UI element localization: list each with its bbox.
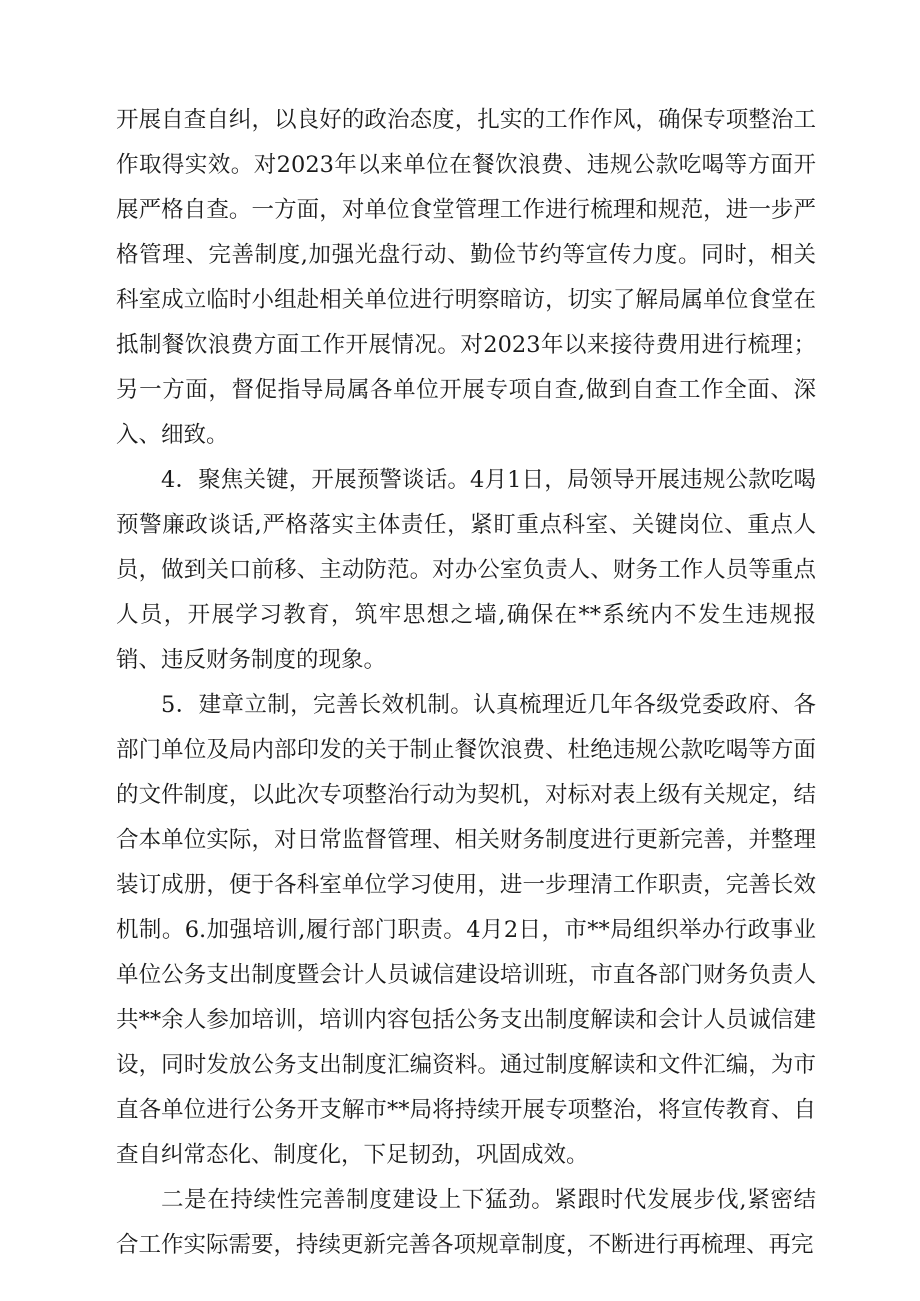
paragraph-long-term-mechanism: 5．建章立制，完善长效机制。认真梳理近几年各级党委政府、各部门单位及局内部印发的关于制止餐饮浪费、杜绝违规公款吃喝等方面的文件制度，以此次专项整治行动为契机，对标对表上级有关规定，结合本单位实际，对日常监督管理、相关财务制度进行更新完善，并整理装订成册，便于各科室单位学习使用，进一步理清工作职责，完善长效机制。6.加强培训,履行部门职责。4月2日，市**局组织举办行政事业单位公务支出制度暨会计人员诚信建设培训班，市直各部门财务负责人共**余人参加培训，培训内容包括公务支出制度解读和会计人员诚信建设，同时发放公务支出制度汇编资料。通过制度解读和文件汇编，为市直各单位进行公务开支解市**局将持续开展专项整治，将宣传教育、自查自纠常态化、制度化，下足韧劲，巩固成效。 [116, 692, 816, 1168]
document-body [116, 98, 816, 1268]
paragraph-self-inspection: 开展自查自纠，以良好的政治态度，扎实的工作作风，确保专项整治工作取得实效。对2023年以来单位在餐饮浪费、违规公款吃喝等方面开展严格自查。一方面，对单位食堂管理工作进行梳理和规范，进一步严格管理、完善制度,加强光盘行动、勤俭节约等宣传力度。同时，相关科室成立临时小组赴相关单位进行明察暗访，切实了解局属单位食堂在抵制餐饮浪费方面工作开展情况。对2023年以来接待费用进行梳理；另一方面，督促指导局属各单位开展专项自查,做到自查工作全面、深入、细致。 [116, 107, 816, 448]
paragraph-system-building: 二是在持续性完善制度建设上下猛劲。紧跟时代发展步伐,紧密结合工作实际需要，持续更新完善各项规章制度，不断进行再梳理、再完 [116, 1187, 816, 1258]
paragraph-warning-talk: 4．聚焦关键，开展预警谈话。4月1日，局领导开展违规公款吃喝预警廉政谈话,严格落实主体责任，紧盯重点科室、关键岗位、重点人员，做到关口前移、主动防范。对办公室负责人、财务工作人员等重点人员，开展学习教育，筑牢思想之墙,确保在**系统内不发生违规报销、违反财务制度的现象。 [116, 467, 816, 673]
